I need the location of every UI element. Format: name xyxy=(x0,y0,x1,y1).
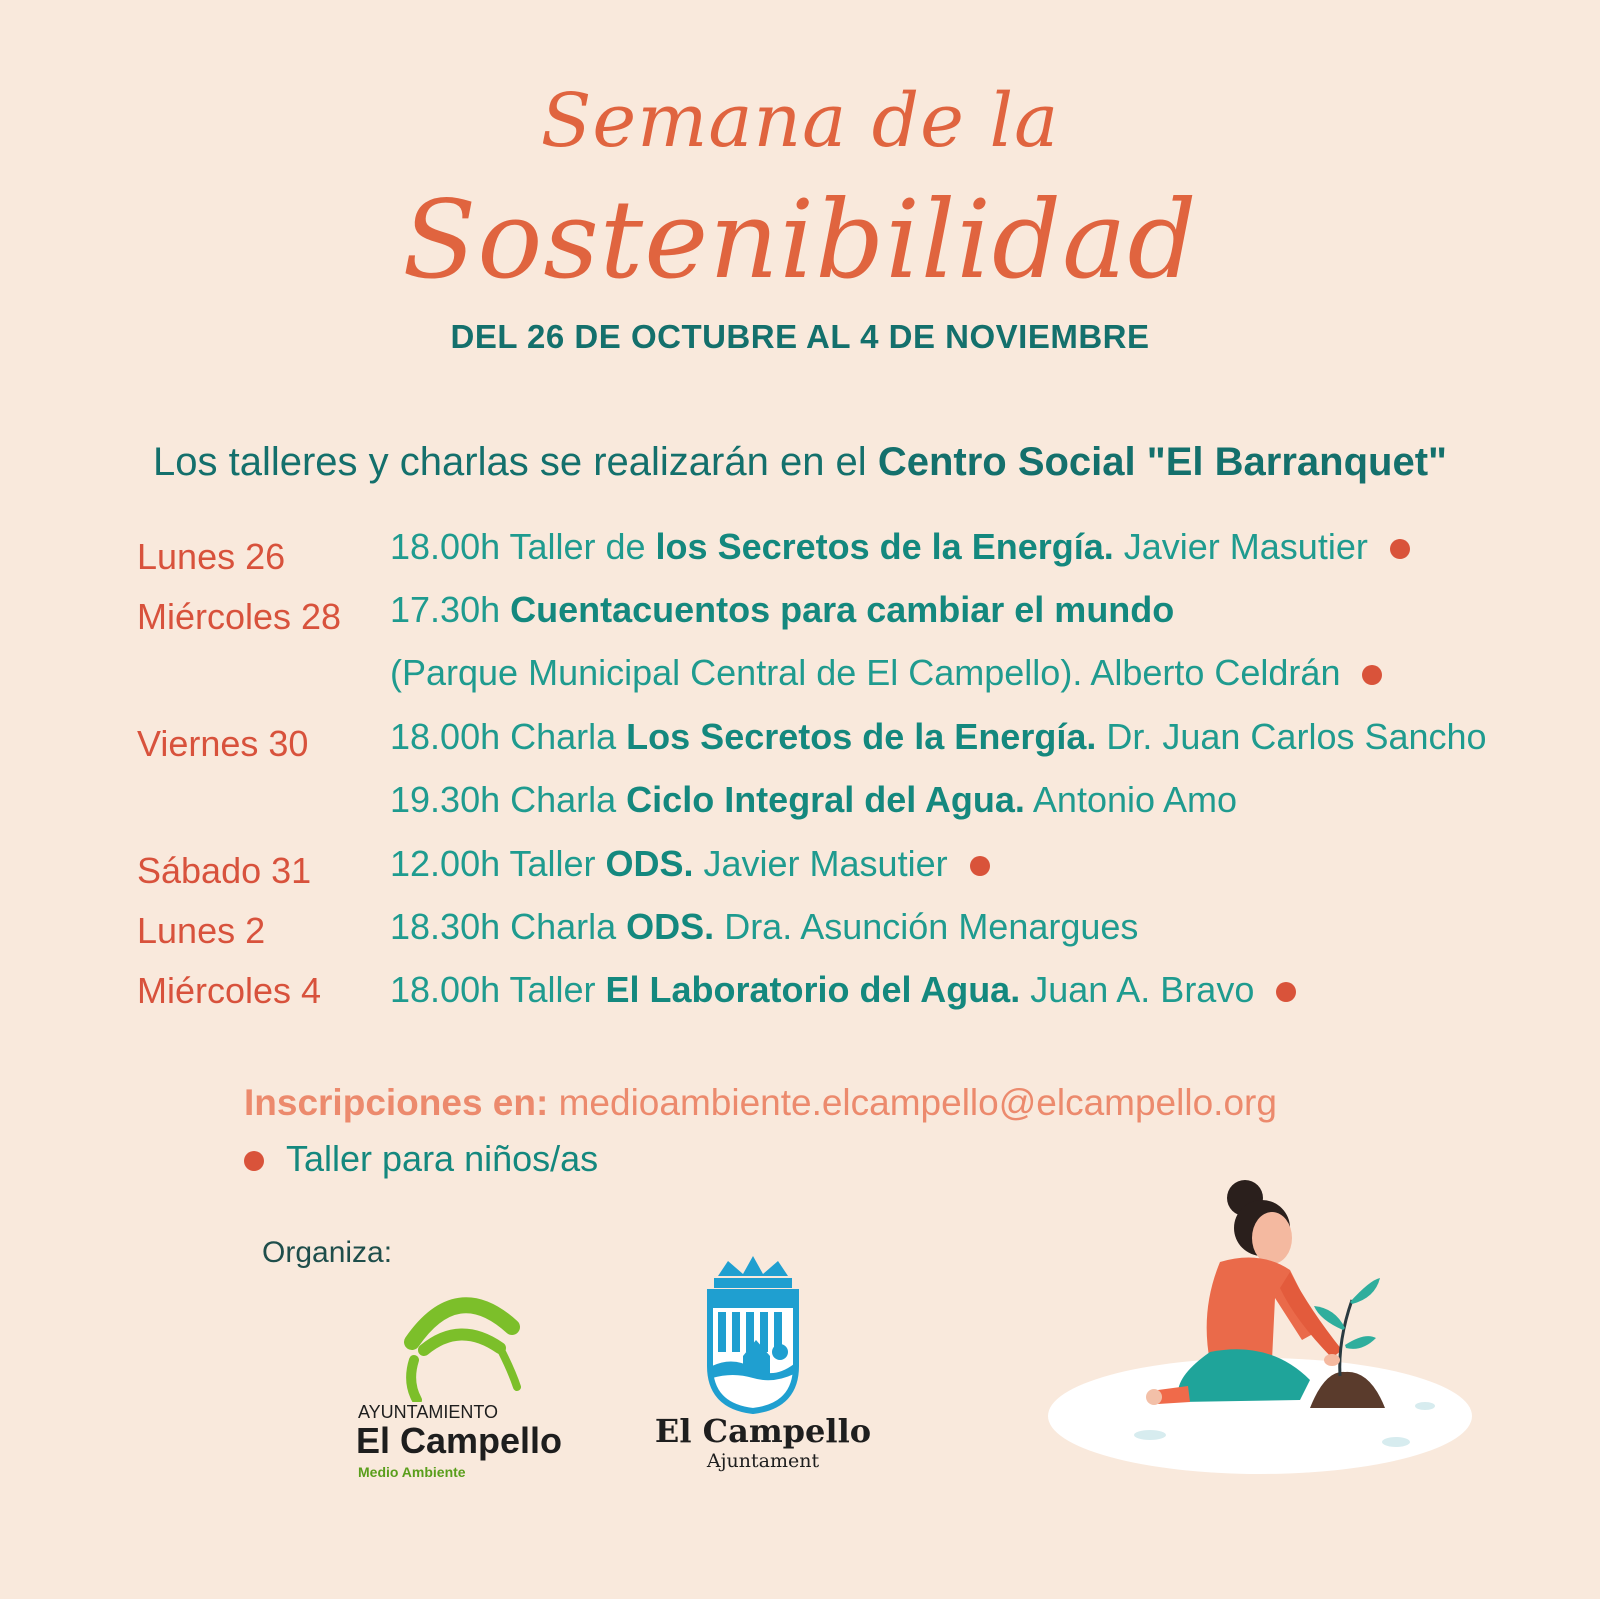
day-label: Miércoles 4 xyxy=(137,970,322,1011)
activity-time: 19.30h Charla xyxy=(390,779,627,820)
activity-row xyxy=(390,716,1487,758)
day-label: Sábado 31 xyxy=(137,850,312,891)
ajuntament-logo-sub: Ajuntament xyxy=(706,1450,820,1472)
activity-row xyxy=(390,843,990,885)
activity-speaker: Javier Masutier xyxy=(1113,526,1368,567)
logo-line-campello: El Campello xyxy=(356,1420,563,1461)
legend-text: Taller para niños/as xyxy=(286,1138,599,1179)
activity-title: Los Secretos de la Energía. xyxy=(626,716,1097,757)
kids-dot-icon xyxy=(970,856,990,876)
day-label: Lunes 26 xyxy=(137,536,286,577)
activity-speaker: Juan A. Bravo xyxy=(1020,969,1255,1010)
activity-time: 17.30h xyxy=(390,589,511,630)
venue-name: Centro Social "El Barranquet" xyxy=(877,440,1447,484)
activity-title: ODS. xyxy=(626,906,715,947)
gardener-illustration xyxy=(1040,1180,1480,1480)
activity-speaker: Dra. Asunción Menargues xyxy=(714,906,1139,947)
activity-location: (Parque Municipal Central de El Campello). Alberto Celdrán xyxy=(390,652,1341,693)
kids-dot-icon xyxy=(1362,665,1382,685)
activity-time: 18.00h Taller xyxy=(390,969,606,1010)
inscriptions-email[interactable]: medioambiente.elcampello@elcampello.org xyxy=(558,1082,1277,1123)
logo-line-ayuntamiento: AYUNTAMIENTO xyxy=(358,1402,499,1422)
activity-title: Ciclo Integral del Agua. xyxy=(626,779,1025,820)
day-label: Viernes 30 xyxy=(137,723,309,764)
coat-of-arms-icon xyxy=(648,1256,878,1416)
medio-ambiente-logo xyxy=(352,1282,572,1482)
activity-title: El Laboratorio del Agua. xyxy=(605,969,1021,1010)
day-label: Miércoles 28 xyxy=(137,596,342,637)
kids-dot-icon xyxy=(1390,539,1410,559)
day-label: Lunes 2 xyxy=(137,910,266,951)
activity-title: Cuentacuentos para cambiar el mundo xyxy=(510,589,1175,630)
activity-time: 18.00h Charla xyxy=(390,716,627,757)
activity-time: 12.00h Taller xyxy=(390,843,606,884)
activity-row xyxy=(390,779,1237,821)
organiza-label: Organiza: xyxy=(262,1236,393,1269)
kids-dot-icon xyxy=(1276,982,1296,1002)
kids-dot-icon xyxy=(244,1151,264,1171)
arch-icon xyxy=(352,1282,572,1402)
activity-speaker: Antonio Amo xyxy=(1024,779,1238,820)
ajuntament-logo-name: El Campello xyxy=(654,1412,872,1450)
inscriptions-label: Inscripciones en: xyxy=(244,1082,549,1123)
activity-time: 18.30h Charla xyxy=(390,906,627,947)
title-line-2: Sostenibilidad xyxy=(402,178,1198,303)
activity-speaker: Dr. Juan Carlos Sancho xyxy=(1096,716,1487,757)
activity-speaker: Javier Masutier xyxy=(693,843,948,884)
title-line-1: Semana de la xyxy=(540,78,1060,164)
activity-row xyxy=(390,969,1296,1011)
legend xyxy=(244,1138,598,1180)
activity-row xyxy=(390,906,1138,948)
ajuntament-logo xyxy=(648,1256,878,1476)
inscriptions xyxy=(244,1082,1277,1124)
activity-time: 18.00h Taller de xyxy=(390,526,656,567)
event-dates: DEL 26 DE OCTUBRE AL 4 DE NOVIEMBRE xyxy=(450,318,1150,355)
venue-intro xyxy=(0,440,1600,485)
activity-row xyxy=(390,526,1410,568)
activity-title: los Secretos de la Energía. xyxy=(655,526,1114,567)
activity-row xyxy=(390,652,1382,694)
activity-title: ODS. xyxy=(605,843,694,884)
logo-line-medio-ambiente: Medio Ambiente xyxy=(358,1464,466,1480)
activity-row xyxy=(390,589,1174,631)
venue-intro-text: Los talleres y charlas se realizarán en el xyxy=(153,440,878,484)
